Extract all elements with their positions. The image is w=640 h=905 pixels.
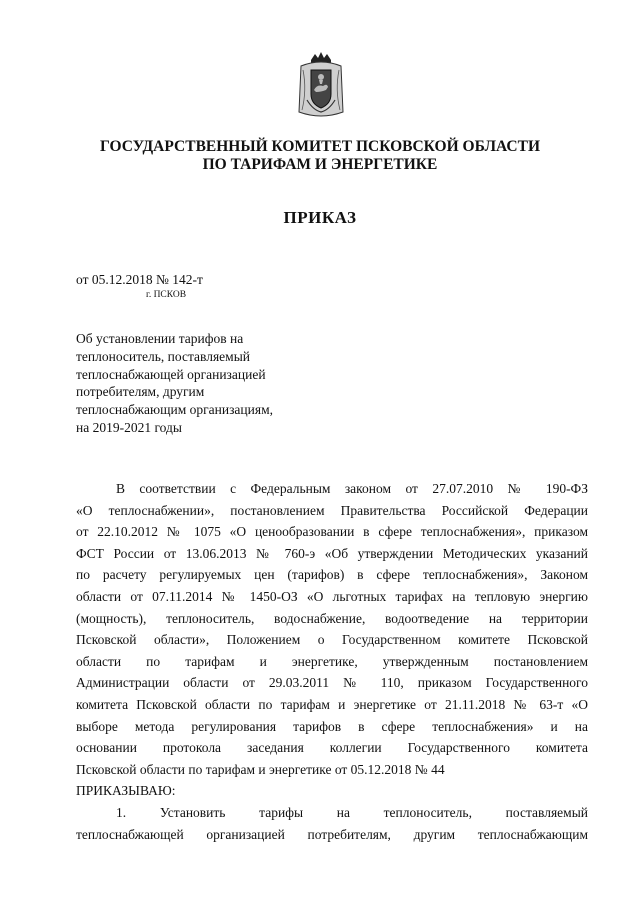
- order-word: ПРИКАЗЫВАЮ:: [76, 783, 176, 799]
- preamble-line: области по тарифам и энергетике, утвержденным постановлением: [76, 653, 588, 669]
- subject-line: на 2019-2021 годы: [76, 419, 182, 435]
- preamble-line: основании протокола заседания коллегии Государственного комитета: [76, 740, 588, 756]
- preamble-line: (мощность), теплоноситель, водоснабжение, водоотведение на территории: [76, 610, 588, 626]
- preamble-line: комитета Псковской области по тарифам и энергетике от 21.11.2018 № 63-т «О: [76, 696, 588, 712]
- coat-of-arms-icon: [297, 50, 345, 122]
- date-and-number: от 05.12.2018 № 142-т: [76, 272, 203, 287]
- preamble-line: области от 07.11.2014 № 1450-ОЗ «О льготных тарифах на тепловую энергию: [76, 588, 588, 604]
- document-type-title: ПРИКАЗ: [283, 208, 357, 227]
- preamble-line: «О теплоснабжении», постановлением Правительства Российской Федерации: [76, 502, 588, 518]
- preamble-line: Псковской области», Положением о Государственном комитете Псковской: [76, 632, 588, 648]
- preamble-line: В соответствии с Федеральным законом от 27.07.2010 № 190-ФЗ: [116, 481, 588, 496]
- subject-line: теплоноситель, поставляемый: [76, 348, 250, 364]
- preamble-line: Администрации области от 29.03.2011 № 110, приказом Государственного: [76, 675, 588, 691]
- item-line: 1. Установить тарифы на теплоноситель, поставляемый: [116, 804, 588, 820]
- subject-line: теплоснабжающим организациям,: [76, 402, 274, 418]
- preamble-line: от 22.10.2012 № 1075 «О ценообразовании в сфере теплоснабжения», приказом: [76, 524, 588, 540]
- document-subject: [76, 330, 336, 437]
- preamble-line: Псковской области по тарифам и энергетике от 05.12.2018 № 44: [76, 761, 445, 777]
- subject-line: Об установлении тарифов на: [76, 331, 244, 346]
- preamble-line: ФСТ России от 13.06.2013 № 760-э «Об утверждении Методических указаний: [76, 545, 588, 561]
- subject-line: потребителям, другим: [76, 384, 205, 400]
- preamble-line: по расчету регулируемых цен (тарифов) в сфере теплоснабжения», Законом: [76, 567, 588, 583]
- organization-name-line1: ГОСУДАРСТВЕННЫЙ КОМИТЕТ ПСКОВСКОЙ ОБЛАСТИ: [100, 138, 541, 155]
- organization-name-line2: ПО ТАРИФАМ И ЭНЕРГЕТИКЕ: [202, 156, 438, 173]
- preamble-line: выборе метода регулирования тарифов в сфере теплоснабжения» и на: [76, 718, 588, 734]
- subject-line: теплоснабжающей организацией: [76, 366, 266, 382]
- city-label: г. ПСКОВ: [146, 290, 187, 300]
- document-body: [76, 478, 588, 845]
- item-line: теплоснабжающей организацией потребителям, другим теплоснабжающим: [76, 826, 588, 842]
